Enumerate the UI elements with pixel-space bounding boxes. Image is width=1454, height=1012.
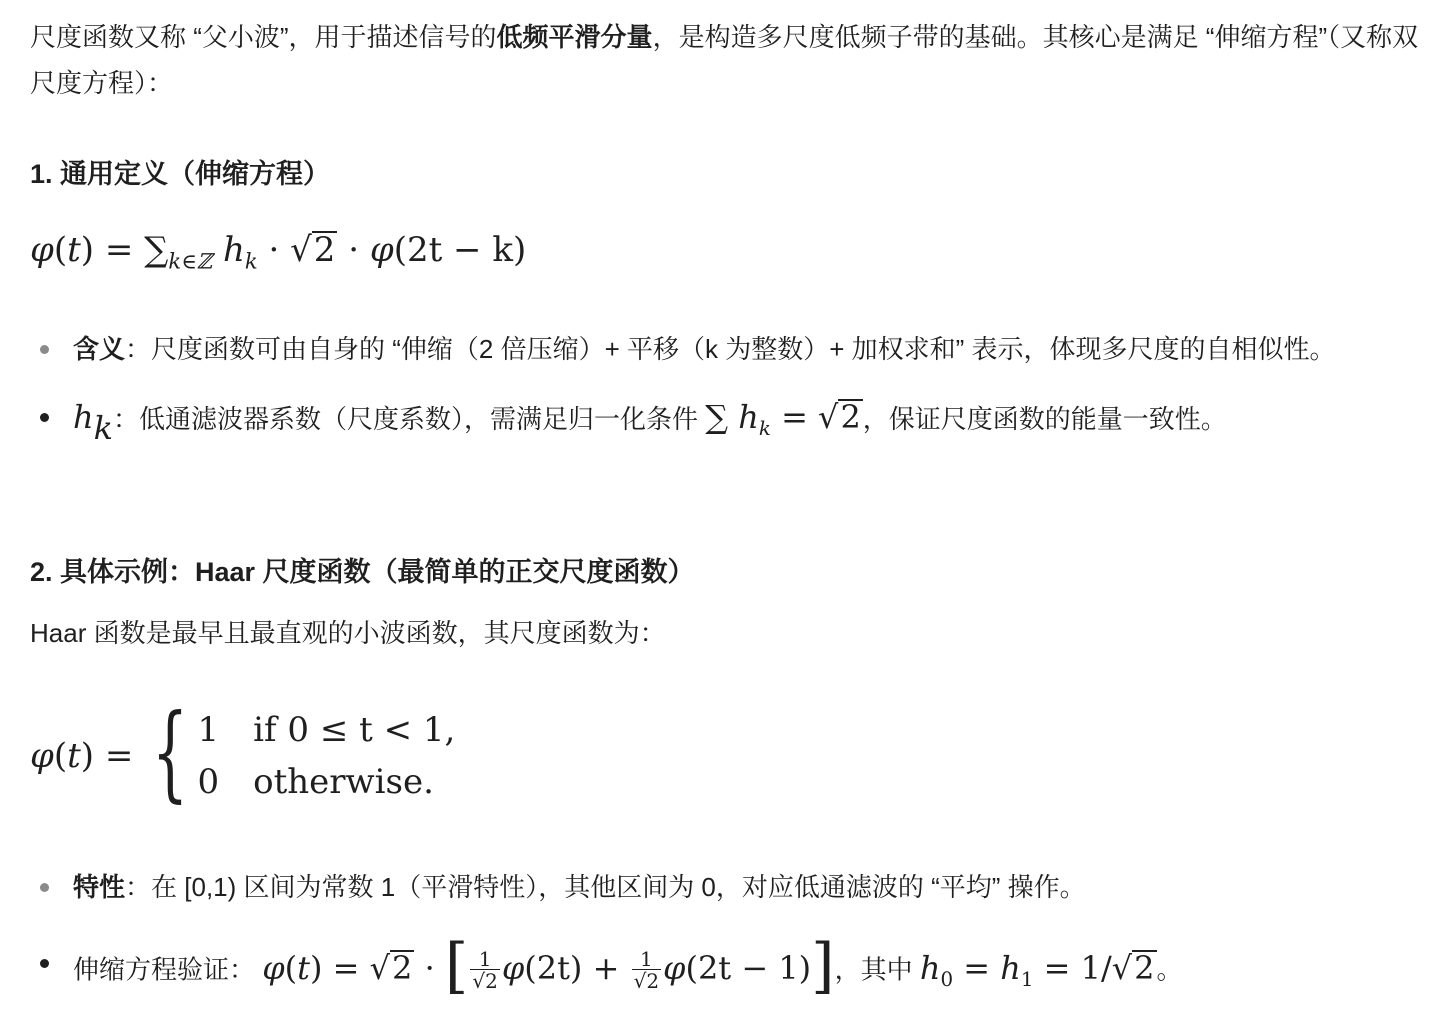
list-item: 伸缩方程验证： φ(t) = √2 · [ $\frac{1}{√2}$ φ(2t) + $\frac{1}{√2}$ φ(2t − 1)]，其中 $h_0 = h_1 = 1/√2$。 <box>30 940 1430 1002</box>
cases: 1 if 0 ≤ t < 1, 0 otherwise. <box>197 710 456 802</box>
normalization-formula: ∑ $h_k = √2$ <box>705 398 861 440</box>
intro-text-2: ，是构造多尺度低频子带的基础。其核心是满足 “伸缩方程”（又称双尺度方程）： <box>30 22 1419 98</box>
coefficient-formula: $h_0 = h_1 = 1/√2$ <box>919 948 1155 991</box>
bullet-dot <box>40 959 49 968</box>
bullet-dot <box>40 883 49 892</box>
meaning-text: 尺度函数可由自身的 “伸缩（2 倍压缩）+ 平移（k 为整数）+ 加权求和” 表示，体现多尺度的自相似性。 <box>151 334 1336 364</box>
bullet-dot <box>40 413 49 422</box>
section1-heading: 1. 通用定义（伸缩方程） <box>30 159 331 189</box>
list-item: 含义：尺度函数可由自身的 “伸缩（2 倍压缩）+ 平移（k 为整数）+ 加权求和” 表示，体现多尺度的自相似性。 <box>30 326 1430 372</box>
sqrt-two: √2 <box>290 230 336 270</box>
verification-formula: φ(t) = √2 · [ $\frac{1}{√2}$ φ(2t) + $\frac{1}{√2}$ φ(2t − 1)] <box>262 931 835 1001</box>
property-label: 特性 <box>73 872 126 902</box>
refinement-equation: $\varphi(t) = \sum_{k\in ℤ}$ $h_k \cdot √2 \cdot \varphi(2t - k)$ <box>30 222 526 289</box>
section1-bullets <box>30 326 1430 452</box>
property-text: 在 [0,1) 区间为常数 1（平滑特性），其他区间为 0，对应低通滤波的 “平均” 操作。 <box>151 872 1086 902</box>
haar-piecewise-definition: φ(t) = { 1 if 0 ≤ t < 1, 0 otherwise. <box>30 691 456 813</box>
list-item: hk：低通滤波器系数（尺度系数），需满足归一化条件 ∑ $h_k = √2$，保证尺度函数的能量一致性。 <box>30 394 1430 452</box>
section2-heading: 2. 具体示例：Haar 尺度函数（最简单的正交尺度函数） <box>30 557 695 587</box>
list-item: 特性：在 [0,1) 区间为常数 1（平滑特性），其他区间为 0，对应低通滤波的 “平均” 操作。 <box>30 864 1430 910</box>
bullet-dot <box>40 345 49 354</box>
intro-bold-text: 低频平滑分量 <box>496 22 653 52</box>
section2-intro: Haar 函数是最早且最直观的小波函数，其尺度函数为： <box>30 618 666 648</box>
section2-bullets <box>30 864 1430 1002</box>
intro-text-1: 尺度函数又称 “父小波”，用于描述信号的 <box>30 22 497 52</box>
meaning-label: 含义 <box>73 334 126 364</box>
intro-paragraph <box>30 14 1440 106</box>
left-brace: { <box>152 691 189 813</box>
